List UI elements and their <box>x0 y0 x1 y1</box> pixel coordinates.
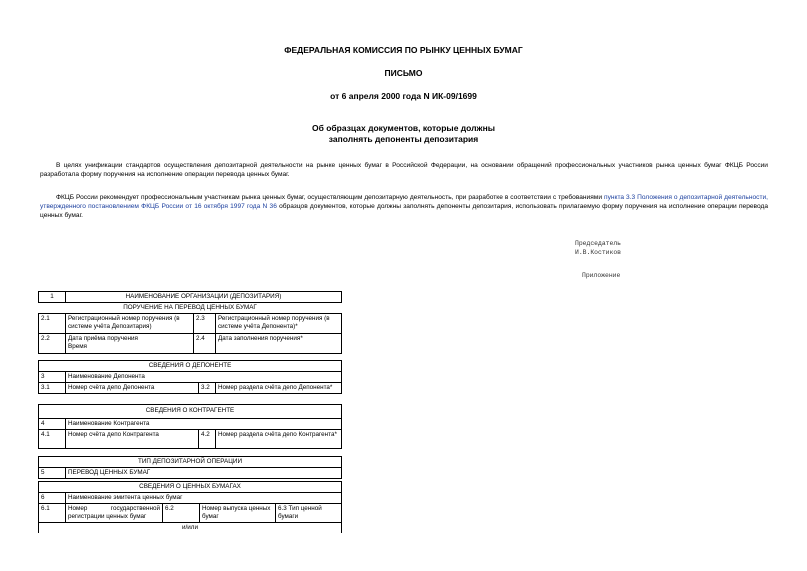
counterparty-section-title: СВЕДЕНИЯ О КОНТРАГЕНТЕ <box>39 405 342 419</box>
counterparty-account-section: Номер раздела счёта депо Контрагента* <box>216 430 342 449</box>
counterparty-account: Номер счёта депо Контрагента <box>66 430 199 449</box>
org-title: ФЕДЕРАЛЬНАЯ КОМИССИЯ ПО РЫНКУ ЦЕННЫХ БУМАГ <box>284 45 523 55</box>
or-separator: и/или <box>39 523 342 534</box>
order-receipt-date <box>66 334 194 354</box>
row-num: 4.2 <box>199 430 216 449</box>
paragraph-2 <box>40 193 768 220</box>
signature-name: И.В.Костиков <box>575 249 622 256</box>
order-reg-number-depository: Регистрационный номер поручения (в системе учёта Депозитария) <box>66 314 194 334</box>
row-num: 2.4 <box>194 334 216 354</box>
security-type <box>276 504 342 523</box>
signature-title: Председатель <box>575 240 622 247</box>
form-depositor-table <box>38 360 342 394</box>
row-num: 2.3 <box>194 314 216 334</box>
form-operation-table <box>38 456 342 479</box>
row-num: 1 <box>39 292 66 303</box>
paragraph-1: В целях унификации стандартов осуществления депозитарной деятельности на рынке ценных бумаг в Российской Федерации, на основании обращений профессиональных участников рынка ценных бумаг ФКЦБ России разработала форму поручения на исполнение операции перевода ценных бумаг. <box>40 162 768 178</box>
row-num: 6.2 <box>163 504 200 523</box>
form-securities-table <box>38 481 342 533</box>
row-num: 3.2 <box>199 383 216 394</box>
date-number: от 6 апреля 2000 года N ИК-09/1699 <box>330 91 477 101</box>
depositor-account-section: Номер раздела счёта депо Депонента* <box>216 383 342 394</box>
row-num: 6 <box>39 493 66 504</box>
row-num: 6.3 <box>278 505 287 512</box>
receipt-date-label: Дата приёма поручения <box>68 335 138 342</box>
row-num: 4.1 <box>39 430 66 449</box>
subject-line-1: Об образцах документов, которые должны <box>312 123 495 133</box>
depositor-name: Наименование Депонента <box>66 372 342 383</box>
row-num: 2.1 <box>39 314 66 334</box>
state-registration-number: Номер государственной регистрации ценных бумаг <box>66 504 163 523</box>
securities-section-title: СВЕДЕНИЯ О ЦЕННЫХ БУМАГАХ <box>39 482 342 493</box>
form-counterparty-table <box>38 404 342 449</box>
receipt-time-label: Время <box>68 343 87 350</box>
regulation-link[interactable]: пункта 3.3 Положения о депозитарной деятельности, утвержденного постановлением ФКЦБ России от 16 октября 1997 года N 36 <box>40 194 769 210</box>
form-org-table <box>38 291 342 354</box>
doc-type: ПИСЬМО <box>384 68 423 78</box>
paragraph-2-start: ФКЦБ России рекомендует профессиональным участникам рынка ценных бумаг, осуществляющим депозитарную деятельность, при разработке в соответствии с требованиями <box>56 194 604 201</box>
row-num: 6.1 <box>39 504 66 523</box>
order-fill-date: Дата заполнения поручения* <box>216 334 342 354</box>
operation-section-title: ТИП ДЕПОЗИТАРНОЙ ОПЕРАЦИИ <box>39 457 342 468</box>
appendix-label: Приложение <box>582 272 621 279</box>
row-num: 3 <box>39 372 66 383</box>
order-title: ПОРУЧЕНИЕ НА ПЕРЕВОД ЦЕННЫХ БУМАГ <box>39 303 342 314</box>
row-num: 2.2 <box>39 334 66 354</box>
row-num: 3.1 <box>39 383 66 394</box>
row-num: 4 <box>39 419 66 430</box>
org-name-label: НАИМЕНОВАНИЕ ОРГАНИЗАЦИИ (ДЕПОЗИТАРИЯ) <box>66 292 342 303</box>
order-reg-number-depositor: Регистрационный номер поручения (в системе учёта Депонента)* <box>216 314 342 334</box>
depositor-account: Номер счёта депо Депонента <box>66 383 199 394</box>
subject-line-2: заполнять депоненты депозитария <box>328 134 479 144</box>
depositor-section-title: СВЕДЕНИЯ О ДЕПОНЕНТЕ <box>39 361 342 372</box>
row-num: 5 <box>39 468 66 479</box>
operation-type: ПЕРЕВОД ЦЕННЫХ БУМАГ <box>66 468 342 479</box>
paragraph-2-end: образцов документов, которые должны заполнять депоненты депозитария, использовать прилагаемую форму поручения на исполнение операции перевода ценных бумаг. <box>40 203 769 219</box>
counterparty-name: Наименование Контрагента <box>66 419 342 430</box>
issue-number: Номер выпуска ценных бумаг <box>200 504 276 523</box>
issuer-name: Наименование эмитента ценных бумаг <box>66 493 342 504</box>
security-type-label: Тип ценной бумаги <box>278 505 322 520</box>
